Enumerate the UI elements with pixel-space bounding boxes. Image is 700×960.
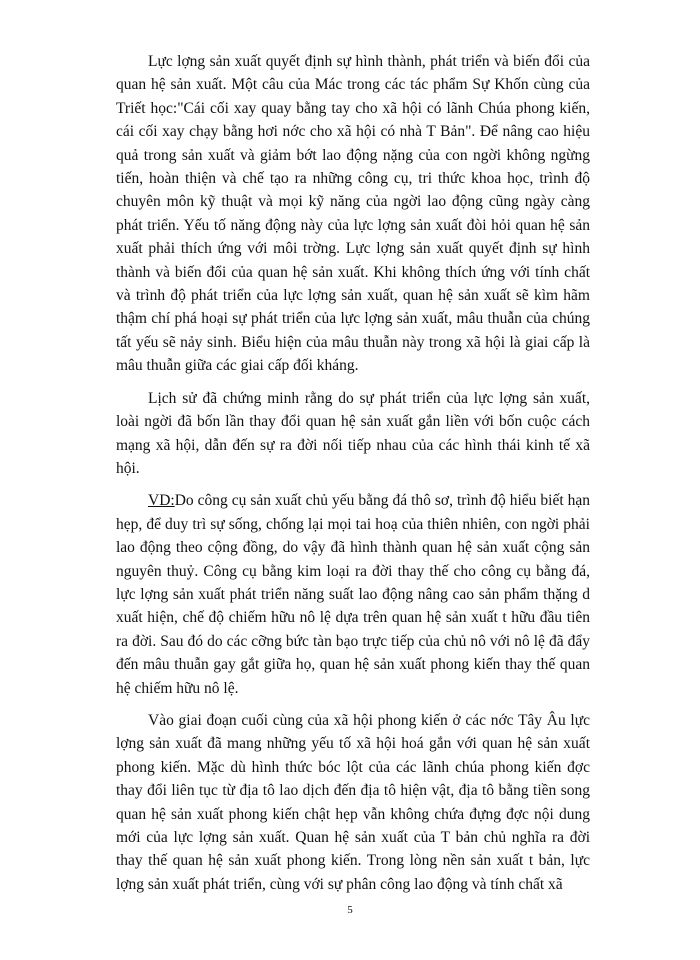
body-text (116, 50, 590, 896)
example-text: Do công cụ sản xuất chủ yếu bằng đá thô sơ, trình độ hiểu biết hạn hẹp, để duy trì sự sống, chống lại mọi tai hoạ của thiên nhiên, con ngời phải lao động theo cộng đồng, do vậy đã hình thành quan hệ sản xuất cộng sản nguyên thuỷ. Công cụ bằng kim loại ra đời thay thế cho công cụ bằng đá, lực lợng sản xuất phát triển năng suất lao động nâng cao sản phẩm thặng d xuất hiện, chế độ chiếm hữu nô lệ dựa trên quan hệ sản xuất t hữu đầu tiên ra đời. Sau đó do các cỡng bức tàn bạo trực tiếp của chủ nô với nô lệ đã đẩy đến mâu thuẫn gay gắt giữa họ, quan hệ sản xuất phong kiến thay thế quan hệ chiếm hữu nô lệ. (116, 492, 590, 697)
paragraph-productive-forces: Lực lợng sản xuất quyết định sự hình thành, phát triển và biến đổi của quan hệ sản xuất. Một câu của Mác trong các tác phẩm Sự Khốn cùng của Triết học:"Cái cối xay quay bằng tay cho xã hội có lãnh Chúa phong kiến, cái cối xay chạy bằng hơi nớc cho xã hội có nhà T Bản". Để nâng cao hiệu quả trong sản xuất và giảm bớt lao động nặng của con ngời không ngừng tiến, hoàn thiện và chế tạo ra những công cụ, tri thức khoa học, trình độ chuyên môn kỹ thuật và mọi kỹ năng của ngời lao động cũng ngày càng phát triển. Yếu tố năng động này của lực lợng sản xuất đòi hỏi quan hệ sản xuất phải thích ứng với môi trờng. Lực lợng sản xuất quyết định sự hình thành và biến đổi của quan hệ sản xuất. Khi không thích ứng với tính chất và trình độ phát triển của lực lợng sản xuất, quan hệ sản xuất sẽ kìm hãm thậm chí phá hoại sự phát triển của lực lợng sản xuất, mâu thuẫn của chúng tất yếu sẽ nảy sinh. Biểu hiện của mâu thuẫn này trong xã hội là giai cấp là mâu thuẫn giữa các giai cấp đối kháng. (116, 53, 590, 375)
paragraph-feudal-society: Vào giai đoạn cuối cùng của xã hội phong kiến ở các nớc Tây Âu lực lợng sản xuất đã mang những yếu tố xã hội hoá gắn với quan hệ sản xuất phong kiến. Mặc dù hình thức bóc lột của các lãnh chúa phong kiến đợc thay đổi liên tục từ địa tô lao dịch đến địa tô hiện vật, địa tô bằng tiền song quan hệ sản xuất phong kiến chật hẹp vẫn không chứa đựng đợc nội dung mới của lực lợng sản xuất. Quan hệ sản xuất của T bản chủ nghĩa ra đời thay thế quan hệ sản xuất phong kiến. Trong lòng nền sản xuất t bản, lực lợng sản xuất phát triển, cùng với sự phân công lao động và tính chất xã (116, 711, 590, 893)
paragraph-example (116, 489, 590, 700)
paragraph-history: Lịch sử đã chứng minh rằng do sự phát triển của lực lợng sản xuất, loài ngời đã bốn lần thay đổi quan hệ sản xuất gắn liền với bốn cuộc cách mạng xã hội, dẫn đến sự ra đời nối tiếp nhau của các hình thái kinh tế xã hội. (116, 389, 590, 477)
example-label: VD: (148, 492, 175, 510)
page-number: 5 (347, 904, 353, 916)
